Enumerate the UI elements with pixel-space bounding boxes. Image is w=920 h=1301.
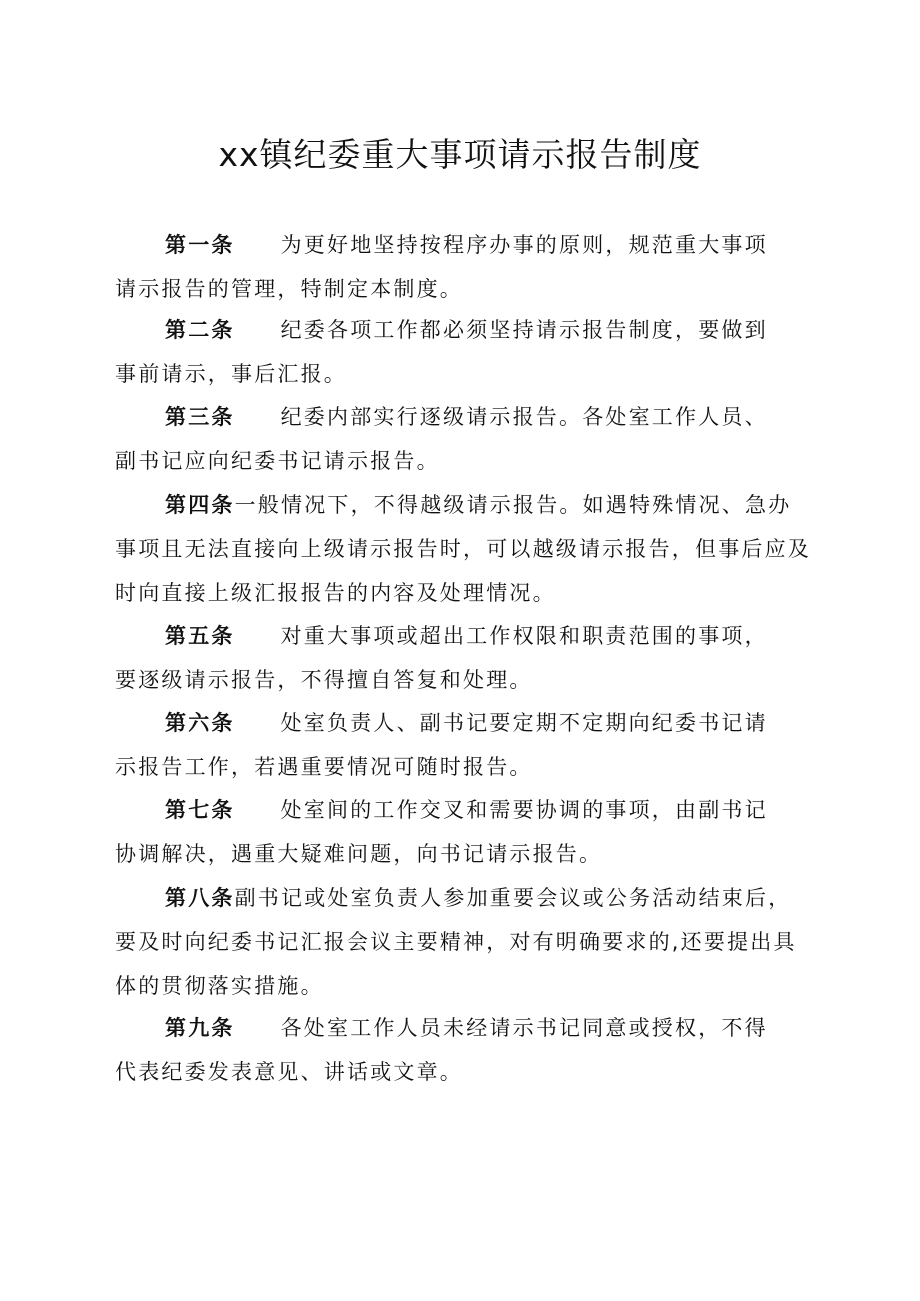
article-5-label: 第五条 [165,624,235,648]
article-3-label: 第三条 [165,405,235,429]
article-9-line-1 [165,1006,768,1050]
article-5-text-1: 对重大事项或超出工作权限和职责范围的事项， [280,624,768,648]
article-4-text-1: 一般情况下，不得越级请示报告。如遇特殊情况、急办 [234,493,792,517]
article-3-line-1 [165,395,768,439]
article-4-label: 第四条 [165,493,235,517]
article-2-text-2: 事前请示，事后汇报。 [115,362,347,386]
article-7-label: 第七条 [165,798,235,822]
article-1-label: 第一条 [165,233,235,257]
article-6-text-1: 处室负责人、副书记要定期不定期向纪委书记请 [280,711,768,735]
article-7-text-2: 协调解决，遇重大疑难问题，向书记请示报告。 [115,842,603,866]
article-6-line-1 [165,701,768,745]
article-7-line-1 [165,788,768,832]
article-8-text-3: 体的贯彻落实措施。 [115,974,324,998]
article-8-line-1 [165,876,791,920]
article-2-text-1: 纪委各项工作都必须坚持请示报告制度，要做到 [280,318,768,342]
article-4-text-3: 时向直接上级汇报报告的内容及处理情况。 [115,581,556,605]
article-5-text-2: 要逐级请示报告，不得擅自答复和处理。 [115,668,533,692]
article-8-text-2: 要及时向纪委书记汇报会议主要精神，对有明确要求的,还要提出具 [115,930,797,954]
document-title: xx镇纪委重大事项请示报告制度 [218,135,702,174]
article-6-label: 第六条 [165,711,235,735]
article-2-label: 第二条 [165,318,235,342]
article-8-label: 第八条 [165,886,235,910]
article-5-line-1 [165,614,768,658]
article-6-text-2: 示报告工作，若遇重要情况可随时报告。 [115,755,533,779]
article-4-line-1 [165,483,791,527]
article-9-text-2: 代表纪委发表意见、讲话或文章。 [115,1060,463,1084]
article-3-text-1: 纪委内部实行逐级请示报告。各处室工作人员、 [280,405,768,429]
article-1-text-2: 请示报告的管理，特制定本制度。 [115,277,463,301]
article-9-label: 第九条 [165,1016,235,1040]
article-2-line-1 [165,308,768,352]
article-1-line-1 [165,223,768,267]
article-8-text-1: 副书记或处室负责人参加重要会议或公务活动结束后， [234,886,792,910]
article-9-text-1: 各处室工作人员未经请示书记同意或授权，不得 [280,1016,768,1040]
article-3-text-2: 副书记应向纪委书记请示报告。 [115,449,440,473]
article-1-text-1: 为更好地坚持按程序办事的原则，规范重大事项 [280,233,768,257]
article-7-text-1: 处室间的工作交叉和需要协调的事项，由副书记 [280,798,768,822]
article-4-text-2: 事项且无法直接向上级请示报告时，可以越级请示报告，但事后应及 [115,537,811,561]
